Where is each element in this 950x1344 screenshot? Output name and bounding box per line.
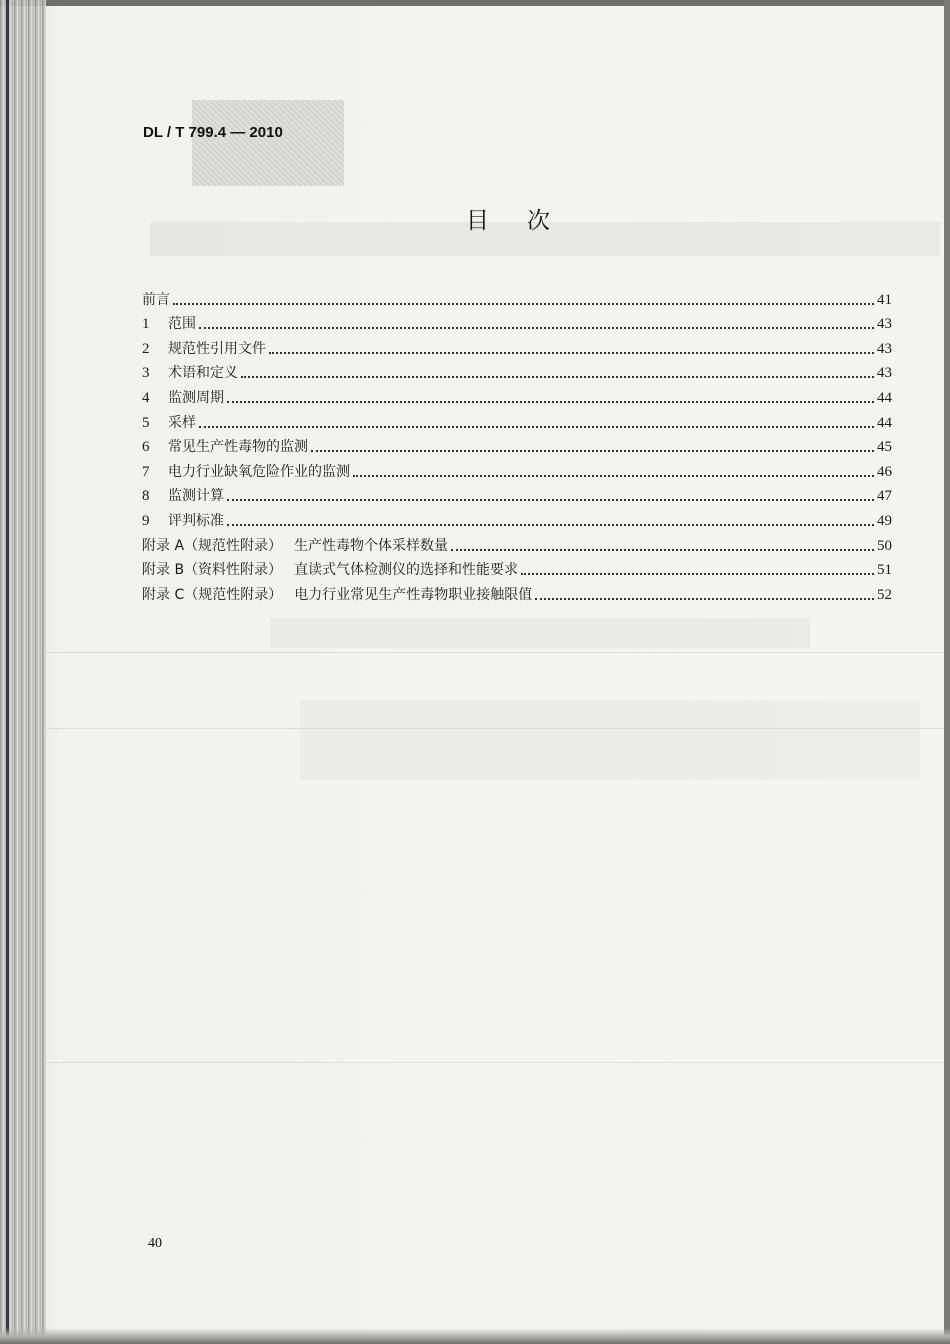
document-code: DL / T 799.4 — 2010 (143, 124, 283, 141)
toc-entry-label (142, 389, 224, 407)
toc-entry-number: 2 (142, 340, 150, 357)
toc-entry[interactable] (142, 505, 892, 530)
toc-entry-label (142, 414, 196, 432)
toc-dot-leader (521, 573, 874, 575)
bleed-line (46, 652, 946, 653)
toc-entry-title: 电力行业常见生产性毒物职业接触限值 (294, 586, 533, 603)
toc-entry[interactable] (142, 358, 892, 383)
toc-entry-number: 4 (142, 389, 150, 406)
toc-dot-leader (199, 426, 874, 428)
toc-entry-page: 46 (877, 463, 892, 480)
toc-entry-number: 3 (142, 365, 150, 382)
table-of-contents (142, 284, 892, 604)
toc-title: 目次 (466, 208, 588, 234)
toc-dot-leader (199, 327, 874, 329)
toc-entry-title: 评判标准 (168, 512, 224, 529)
toc-entry-number: 7 (142, 463, 150, 480)
toc-entry[interactable] (142, 456, 892, 481)
toc-dot-leader (311, 450, 874, 452)
toc-entry-title: 电力行业缺氧危险作业的监测 (168, 463, 350, 480)
toc-entry-title: 生产性毒物个体采样数量 (294, 537, 449, 554)
toc-entry-label (142, 340, 266, 358)
page-top-edge (0, 0, 950, 6)
toc-entry[interactable] (142, 432, 892, 457)
toc-entry-number: 8 (142, 488, 150, 505)
toc-entry-page: 43 (877, 365, 892, 382)
toc-entry-page: 52 (877, 586, 892, 603)
toc-entry-title: 监测计算 (168, 488, 224, 505)
toc-entry-number: 1 (142, 316, 150, 333)
toc-entry-label (142, 291, 170, 309)
toc-entry-label (142, 315, 196, 333)
toc-dot-leader (227, 401, 874, 403)
page-bottom-edge (0, 1328, 950, 1344)
toc-entry[interactable] (142, 309, 892, 334)
toc-entry-number: 9 (142, 512, 150, 529)
toc-dot-leader (535, 598, 874, 600)
toc-entry-page: 44 (877, 414, 892, 431)
toc-entry[interactable] (142, 481, 892, 506)
toc-entry-page: 45 (877, 439, 892, 456)
toc-entry[interactable] (142, 284, 892, 309)
toc-entry-page: 41 (877, 291, 892, 308)
toc-entry-title: 直读式气体检测仪的选择和性能要求 (294, 562, 519, 579)
toc-dot-leader (227, 524, 874, 526)
toc-entry-title: 规范性引用文件 (168, 340, 266, 357)
toc-entry-page: 51 (877, 562, 892, 579)
toc-entry-label (142, 487, 224, 505)
page-right-edge (944, 0, 950, 1344)
toc-entry[interactable] (142, 555, 892, 580)
toc-entry[interactable] (142, 333, 892, 358)
toc-entry-page: 49 (877, 512, 892, 529)
toc-entry-label (142, 438, 308, 456)
toc-entry-page: 43 (877, 316, 892, 333)
toc-entry-page: 44 (877, 389, 892, 406)
toc-entry[interactable] (142, 407, 892, 432)
toc-entry-page: 47 (877, 488, 892, 505)
bleed-line (46, 1062, 946, 1063)
show-through-block (270, 618, 810, 648)
toc-entry-page: 50 (877, 537, 892, 554)
toc-entry-title: 常见生产性毒物的监测 (168, 439, 308, 456)
logo-watermark (192, 100, 344, 186)
toc-dot-leader (353, 475, 874, 477)
toc-entry-title: 范围 (168, 316, 196, 333)
toc-dot-leader (227, 499, 874, 501)
toc-entry-label (142, 364, 238, 382)
toc-entry-page: 43 (877, 340, 892, 357)
toc-entry[interactable] (142, 382, 892, 407)
toc-entry-title: 前言 (142, 291, 170, 308)
toc-dot-leader (173, 303, 874, 305)
binding-edge (6, 0, 9, 1344)
toc-dot-leader (241, 376, 874, 378)
toc-entry-title: 术语和定义 (168, 365, 238, 382)
toc-entry-prefix: 附录 B（资料性附录） (142, 562, 283, 579)
toc-dot-leader (451, 549, 874, 551)
toc-entry[interactable] (142, 530, 892, 555)
toc-entry-title: 监测周期 (168, 389, 224, 406)
show-through-block (300, 700, 920, 780)
toc-entry-label (142, 512, 224, 530)
toc-entry-label (142, 586, 532, 604)
toc-entry-number: 5 (142, 414, 150, 431)
toc-entry-number: 6 (142, 439, 150, 456)
toc-entry-label (142, 463, 350, 481)
toc-dot-leader (269, 352, 874, 354)
toc-entry-label (142, 537, 448, 555)
toc-entry[interactable] (142, 579, 892, 604)
toc-entry-prefix: 附录 C（规范性附录） (142, 586, 283, 603)
toc-entry-title: 采样 (168, 414, 196, 431)
toc-entry-prefix: 附录 A（规范性附录） (142, 537, 283, 554)
toc-entry-label (142, 561, 518, 579)
page-number: 40 (148, 1236, 162, 1251)
